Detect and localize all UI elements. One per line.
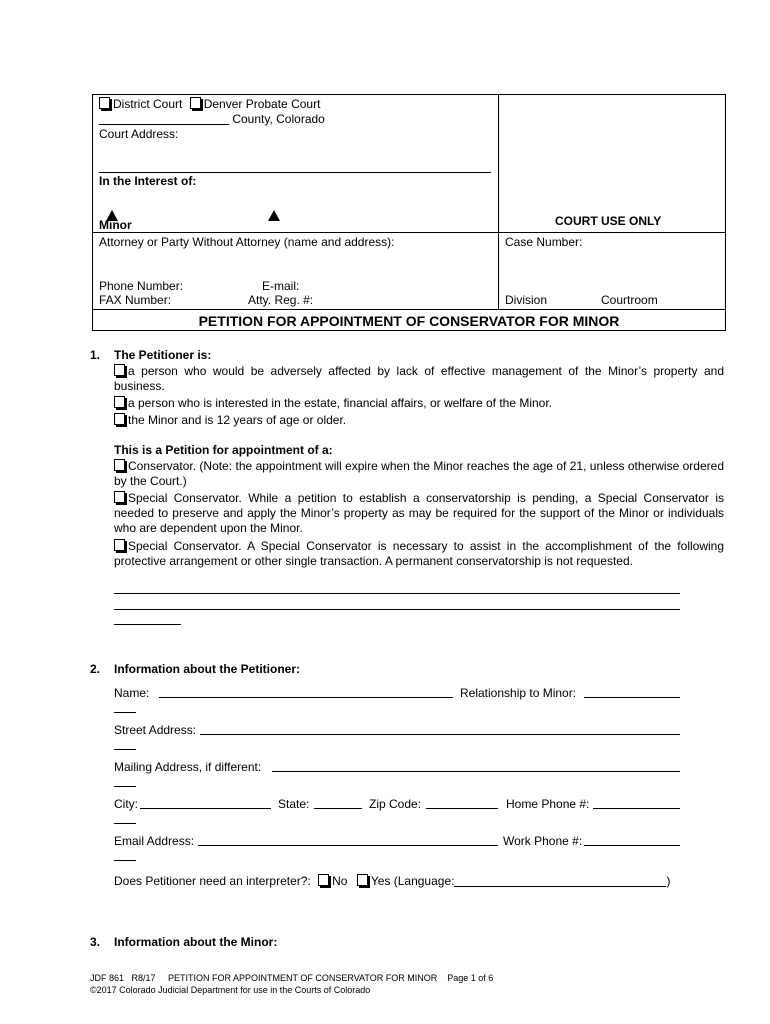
zip-label: Zip Code: bbox=[369, 797, 422, 811]
name-label: Name: bbox=[114, 686, 150, 700]
district-court-label: District Court bbox=[113, 97, 183, 111]
interpreter-no-label: No bbox=[332, 874, 348, 888]
appointment-option-special-pending bbox=[114, 491, 724, 536]
interest-label: In the Interest of: bbox=[99, 174, 197, 188]
case-number-label: Case Number: bbox=[505, 235, 583, 249]
interpreter-row bbox=[114, 874, 670, 888]
zip-input[interactable] bbox=[426, 808, 498, 809]
interpreter-yes-label: Yes (Language: bbox=[370, 874, 455, 888]
fax-label: FAX Number: bbox=[99, 293, 172, 307]
conservator-text: Conservator. (Note: the appointment will expire when the Minor reaches the age of 21, unless otherwise ordered by the Court.) bbox=[114, 459, 724, 488]
work-phone-input[interactable] bbox=[584, 845, 680, 846]
courtroom-label: Courtroom bbox=[601, 293, 658, 307]
interpreter-question: Does Petitioner need an interpreter?: bbox=[114, 874, 311, 888]
street-label: Street Address: bbox=[114, 723, 197, 737]
relationship-input[interactable] bbox=[584, 697, 680, 698]
home-phone-input[interactable] bbox=[593, 808, 680, 809]
email-label: E-mail: bbox=[262, 279, 300, 293]
name-input[interactable] bbox=[159, 697, 453, 698]
interpreter-language-input[interactable] bbox=[454, 875, 666, 887]
special-conservator-pending-checkbox[interactable] bbox=[114, 491, 125, 503]
atty-reg-label: Atty. Reg. #: bbox=[248, 293, 314, 307]
petitioner-option-2 bbox=[114, 396, 724, 411]
court-address-input[interactable] bbox=[99, 172, 491, 173]
county-suffix: County, Colorado bbox=[232, 112, 325, 126]
petitioner-option-2-checkbox[interactable] bbox=[114, 396, 125, 408]
special-conservator-transaction-checkbox[interactable] bbox=[114, 539, 125, 551]
interpreter-no-checkbox[interactable] bbox=[318, 874, 329, 886]
minor-name-arrow-icon bbox=[268, 210, 280, 221]
appointment-option-conservator bbox=[114, 459, 724, 489]
state-input[interactable] bbox=[314, 808, 362, 809]
appointment-option-special-transaction bbox=[114, 539, 724, 569]
transaction-line-2[interactable] bbox=[114, 609, 680, 610]
section1-heading: The Petitioner is: bbox=[114, 348, 212, 362]
denver-probate-label: Denver Probate Court bbox=[203, 97, 321, 111]
email-address-input[interactable] bbox=[198, 845, 498, 846]
section1-number: 1. bbox=[90, 348, 101, 362]
city-input[interactable] bbox=[140, 808, 271, 809]
court-use-only: COURT USE ONLY bbox=[555, 214, 662, 228]
section3-heading: Information about the Minor: bbox=[114, 935, 278, 949]
section3-number: 3. bbox=[90, 935, 101, 949]
appointment-heading: This is a Petition for appointment of a: bbox=[114, 443, 333, 457]
email-address-label: Email Address: bbox=[114, 834, 195, 848]
denver-probate-checkbox[interactable] bbox=[190, 97, 201, 109]
form-title: PETITION FOR APPOINTMENT OF CONSERVATOR FOR MINOR bbox=[198, 313, 620, 329]
caption-divider-attorney bbox=[92, 232, 726, 233]
mailing-label: Mailing Address, if different: bbox=[114, 760, 262, 774]
county-row bbox=[99, 112, 325, 126]
transaction-line-3[interactable] bbox=[114, 624, 181, 625]
transaction-line-1[interactable] bbox=[114, 593, 680, 594]
street-input[interactable] bbox=[200, 734, 680, 735]
section2-number: 2. bbox=[90, 662, 101, 676]
interpreter-yes-checkbox[interactable] bbox=[357, 874, 368, 886]
email-overflow-line bbox=[114, 860, 136, 861]
state-label: State: bbox=[278, 797, 310, 811]
petitioner-option-3-text: the Minor and is 12 years of age or older. bbox=[128, 413, 347, 427]
petitioner-option-3-checkbox[interactable] bbox=[114, 413, 125, 425]
footer-copyright: ©2017 Colorado Judicial Department for use in the Courts of Colorado bbox=[90, 985, 371, 995]
petitioner-option-1-text: a person who would be adversely affected by lack of effective management of the Minor’s property and business. bbox=[114, 364, 724, 393]
city-overflow-line bbox=[114, 823, 136, 824]
home-phone-label: Home Phone #: bbox=[506, 797, 590, 811]
special-conservator-pending-text: Special Conservator. While a petition to establish a conservatorship is pending, a Special Conservator is needed to preserve and apply the Minor’s property as may be required for the support of the Minor or individuals who are dependent upon the Minor. bbox=[114, 491, 724, 535]
phone-label: Phone Number: bbox=[99, 279, 184, 293]
county-input[interactable] bbox=[99, 113, 229, 125]
court-type-row bbox=[99, 97, 320, 111]
petitioner-option-1-checkbox[interactable] bbox=[114, 364, 125, 376]
petitioner-option-2-text: a person who is interested in the estate, financial affairs, or welfare of the Minor. bbox=[128, 396, 553, 410]
footer-form-id: JDF 861 R8/17 PETITION FOR APPOINTMENT OF CONSERVATOR FOR MINOR Page 1 of 6 bbox=[90, 973, 494, 983]
attorney-label: Attorney or Party Without Attorney (name and address): bbox=[99, 235, 395, 249]
district-court-checkbox[interactable] bbox=[99, 97, 110, 109]
mailing-overflow-line bbox=[114, 786, 136, 787]
caption-divider-title bbox=[92, 309, 726, 310]
mailing-input[interactable] bbox=[272, 771, 680, 772]
name-overflow-line bbox=[114, 712, 136, 713]
street-overflow-line bbox=[114, 749, 136, 750]
caption-vertical-divider bbox=[498, 94, 499, 309]
work-phone-label: Work Phone #: bbox=[503, 834, 583, 848]
conservator-checkbox[interactable] bbox=[114, 459, 125, 471]
relationship-label: Relationship to Minor: bbox=[460, 686, 577, 700]
petitioner-option-3 bbox=[114, 413, 724, 428]
section2-heading: Information about the Petitioner: bbox=[114, 662, 300, 676]
special-conservator-transaction-text: Special Conservator. A Special Conservator is necessary to assist in the accomplishment of the following protective arrangement or other single transaction. A permanent conservatorship is not requested. bbox=[114, 539, 724, 568]
petitioner-option-1 bbox=[114, 364, 724, 394]
city-label: City: bbox=[114, 797, 138, 811]
minor-label: Minor bbox=[99, 218, 132, 232]
court-address-label: Court Address: bbox=[99, 127, 179, 141]
division-label: Division bbox=[505, 293, 548, 307]
interpreter-close-paren: ) bbox=[666, 874, 671, 888]
